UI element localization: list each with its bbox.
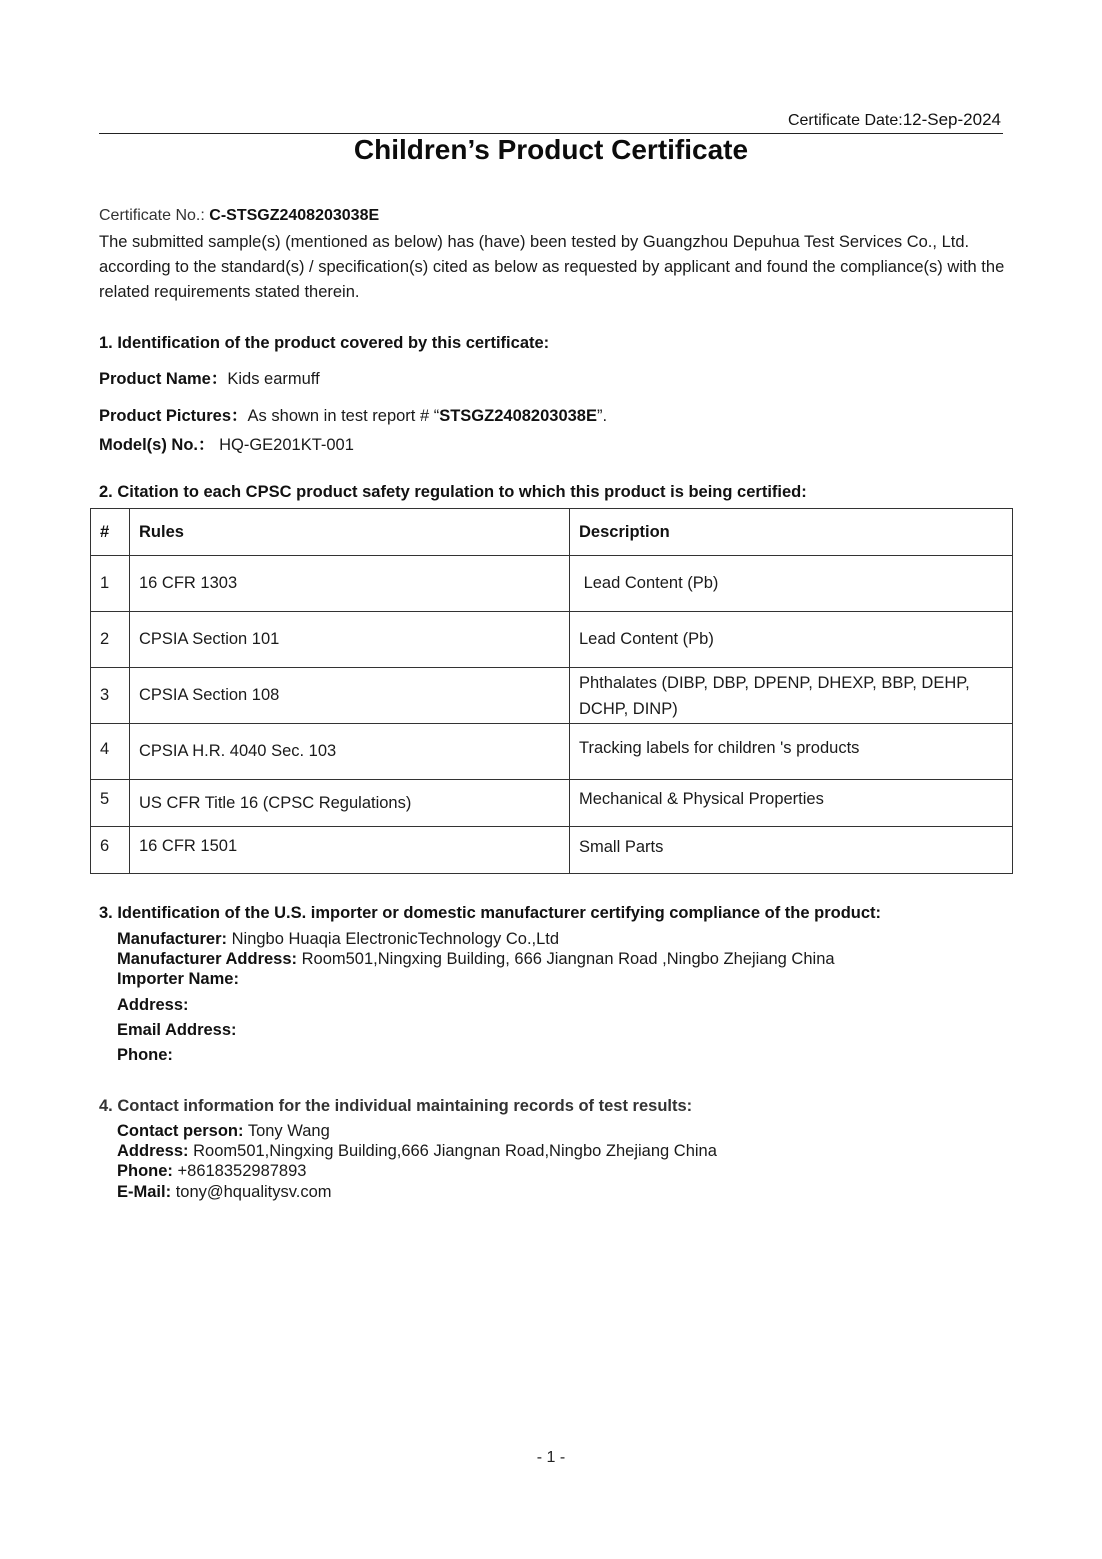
section-3-heading: 3. Identification of the U.S. importer or domestic manufacturer certifying compliance of the product: [99, 904, 882, 922]
row-number: 2 [91, 612, 130, 668]
manufacturer-label: Manufacturer: [117, 930, 228, 948]
product-pictures-report: STSGZ2408203038E [439, 407, 597, 425]
table-row [91, 556, 1013, 612]
manufacturer-value: Ningbo Huaqia ElectronicTechnology Co.,Ltd [231, 930, 560, 948]
certificate-date [788, 110, 1001, 130]
model-number-value: HQ-GE201KT-001 [219, 436, 354, 454]
row-rule: US CFR Title 16 (CPSC Regulations) [130, 780, 570, 827]
row-rule: CPSIA Section 101 [130, 612, 570, 668]
row-description: Tracking labels for children 's products [570, 724, 1013, 780]
manufacturer-address-label: Manufacturer Address: [117, 950, 298, 968]
certificate-number-label: Certificate No.: [99, 207, 205, 224]
product-name-label: Product Name： [99, 370, 228, 388]
importer-phone-label: Phone: [117, 1046, 173, 1064]
contact-email [117, 1183, 332, 1202]
page-title: Children’s Product Certificate [353, 134, 749, 165]
product-pictures-suffix: ”. [597, 407, 608, 425]
contact-phone-label: Phone: [117, 1162, 173, 1180]
importer-email-label: Email Address: [117, 1021, 237, 1039]
manufacturer-address [117, 950, 835, 969]
row-description: Lead Content (Pb) [570, 556, 1013, 612]
table-row [91, 668, 1013, 724]
importer-name [117, 970, 239, 989]
row-rule: CPSIA H.R. 4040 Sec. 103 [130, 724, 570, 780]
regulations-table [90, 508, 1013, 874]
row-rule: 16 CFR 1501 [130, 827, 570, 874]
product-name-value: Kids earmuff [227, 370, 320, 388]
page-number: - 1 - [536, 1449, 566, 1466]
model-number [99, 431, 354, 455]
column-header-description: Description [570, 509, 1013, 556]
row-number: 5 [91, 780, 130, 827]
product-pictures-label: Product Pictures： [99, 407, 248, 425]
section-2-heading: 2. Citation to each CPSC product safety regulation to which this product is being certified: [99, 483, 807, 501]
row-description: Lead Content (Pb) [570, 612, 1013, 668]
column-header-number: # [91, 509, 130, 556]
certificate-date-value: 12-Sep-2024 [902, 110, 1001, 129]
table-row [91, 612, 1013, 668]
contact-address-value: Room501,Ningxing Building,666 Jiangnan Road,Ningbo Zhejiang China [193, 1142, 717, 1160]
importer-address-label: Address: [117, 996, 189, 1014]
contact-address-label: Address: [117, 1142, 189, 1160]
certificate-date-label: Certificate Date: [787, 112, 903, 129]
manufacturer [117, 930, 559, 949]
row-rule: 16 CFR 1303 [130, 556, 570, 612]
model-number-label: Model(s) No.： [99, 436, 215, 454]
row-number: 4 [91, 724, 130, 780]
column-header-rules: Rules [130, 509, 570, 556]
contact-address [117, 1142, 717, 1161]
table-row [91, 827, 1013, 874]
certificate-number [99, 207, 379, 225]
row-description: Phthalates (DIBP, DBP, DPENP, DHEXP, BBP, DEHP, DCHP, DINP) [570, 668, 1013, 724]
product-pictures-prefix: As shown in test report # “ [247, 407, 440, 425]
row-description: Small Parts [570, 827, 1013, 874]
importer-email [117, 1021, 237, 1040]
row-rule: CPSIA Section 108 [130, 668, 570, 724]
contact-phone [117, 1162, 306, 1181]
contact-email-label: E-Mail: [117, 1183, 172, 1201]
importer-address [117, 996, 189, 1015]
contact-person-label: Contact person: [117, 1122, 244, 1140]
row-description: Mechanical & Physical Properties [570, 780, 1013, 827]
section-4-heading: 4. Contact information for the individual maintaining records of test results: [99, 1097, 693, 1115]
row-number: 3 [91, 668, 130, 724]
importer-name-label: Importer Name: [117, 970, 239, 988]
certificate-number-value: C-STSGZ2408203038E [209, 207, 380, 224]
table-row [91, 780, 1013, 827]
contact-person [117, 1122, 330, 1141]
contact-email-value: tony@hqualitysv.com [175, 1183, 332, 1201]
manufacturer-address-value: Room501,Ningxing Building, 666 Jiangnan Road ,Ningbo Zhejiang China [301, 950, 835, 968]
product-name [99, 365, 320, 389]
intro-paragraph: The submitted sample(s) (mentioned as below) has (have) been tested by Guangzhou Depuhua Test Services Co., Ltd. according to the standard(s) / specification(s) cited as below as requested by applicant and found the compliance(s) with the related requirements stated therein. [99, 233, 1005, 301]
importer-phone [117, 1046, 173, 1065]
contact-phone-value: +8618352987893 [177, 1162, 307, 1180]
table-row [91, 724, 1013, 780]
product-pictures [99, 402, 607, 426]
contact-person-value: Tony Wang [247, 1122, 330, 1140]
row-number: 1 [91, 556, 130, 612]
table-header-row [91, 509, 1013, 556]
section-1-heading: 1. Identification of the product covered by this certificate: [99, 334, 550, 352]
row-number: 6 [91, 827, 130, 874]
